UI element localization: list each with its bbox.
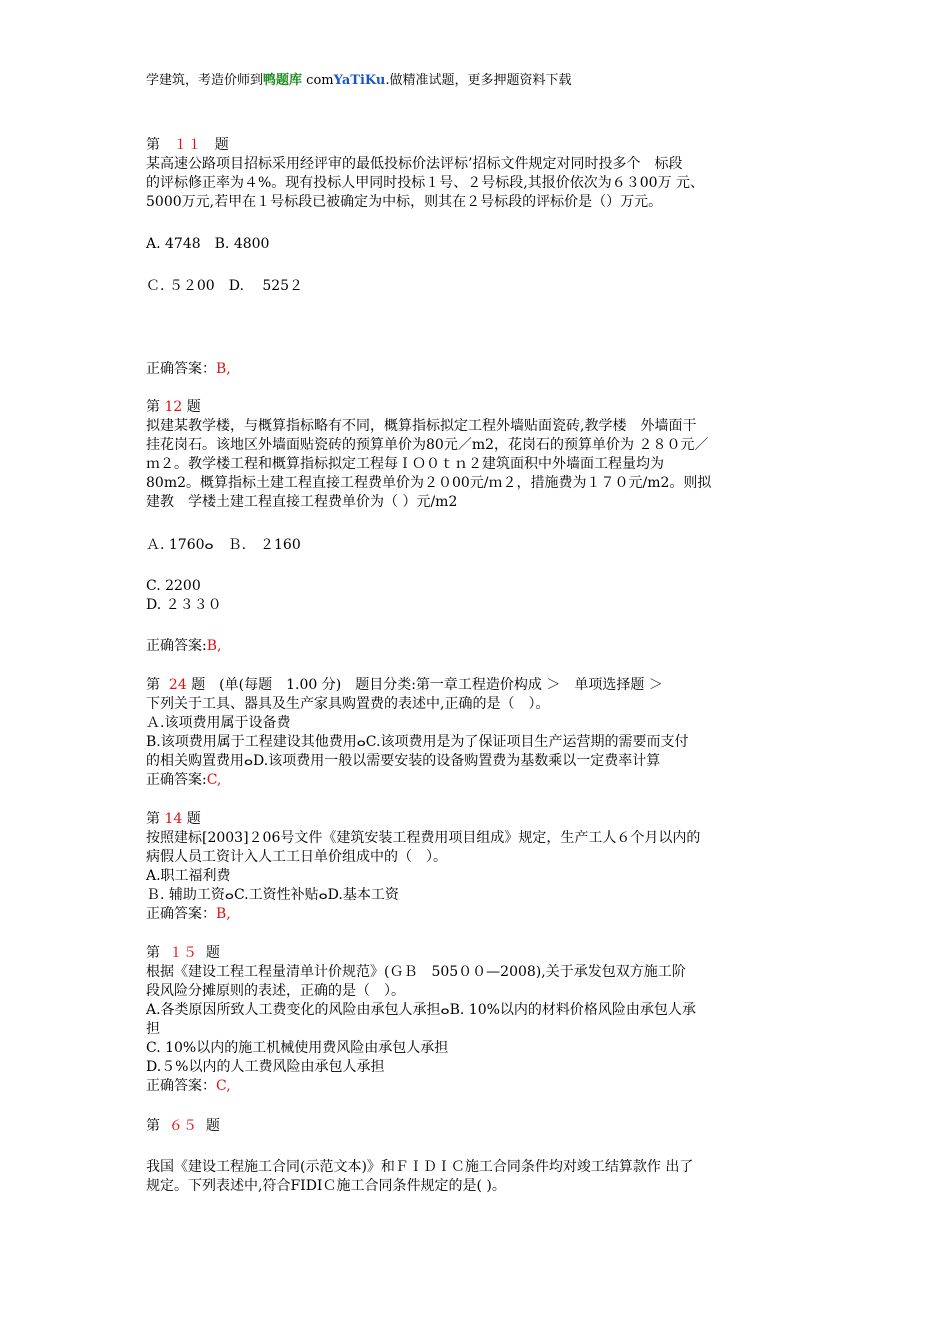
question-text-line: 根据《建设工程工程量清单计价规范》(ＧＢ 505００—2008),关于承发包双方施工阶 (146, 964, 686, 980)
question-title: 第 12 题 (146, 399, 201, 415)
question-number: 24 (168, 677, 187, 693)
q12-option-c: C. 2200 (146, 578, 201, 594)
question-text-line: 按照建标[2003]２06号文件《建筑安装工程费用项目组成》规定，生产工人６个月以内的 (146, 830, 701, 846)
question-12 (146, 398, 816, 512)
question-text-line: D.５%以内的人工费风险由承包人承担 (146, 1059, 385, 1075)
question-text-line: C. 10%以内的施工机械使用费风险由承包人承担 (146, 1040, 449, 1056)
question-text-line: 的相关购置费用ⴰD.该项费用一般以需要安装的设备购置费为基数乘以一定费率计算 (146, 753, 661, 769)
question-number: 12 (164, 399, 183, 415)
answer-value: B, (216, 361, 231, 377)
header-prefix: 学建筑，考造价师到 (146, 73, 264, 88)
question-text-line: 规定。下列表述中,符合FIDIＣ施工合同条件规定的是( )。 (146, 1178, 506, 1194)
question-65 (146, 1117, 816, 1136)
question-text-line: Ａ.该项费用属于设备费 (146, 715, 291, 731)
answer-value: C, (216, 1078, 231, 1094)
question-text-line: 建教 学楼土建工程直接工程费单价为（ ）元/m2 (146, 494, 458, 510)
question-text-line: 病假人员工资计入人工工日单价组成中的（ ）。 (146, 849, 447, 865)
question-title: 第 14 题 (146, 811, 201, 827)
question-text-line: 5000万元,若甲在１号标段已被确定为中标，则其在２号标段的评标价是（）万元。 (146, 194, 663, 210)
answer-value: C, (206, 772, 222, 788)
question-text-line: 我国《建设工程施工合同(示范文本)》和ＦＩＤＩＣ施工合同条件均对竣工结算款作 出了 (146, 1159, 694, 1175)
question-number: １１ (173, 137, 202, 153)
question-15 (146, 944, 816, 1096)
question-text-line: 挂花岗石。该地区外墙面贴瓷砖的预算单价为80元／m2，花岗石的预算单价为 ２８０元／ (146, 437, 709, 453)
q11-option-ab: A. 4748 B. 4800 (146, 236, 270, 252)
question-title: 第 ６５ 题 (146, 1118, 220, 1134)
page-header (146, 72, 572, 90)
q11-option-cd: Ｃ. ５２00 D. 525２ (146, 278, 304, 294)
header-brand-yatiku-cn: 鸭题库 (263, 73, 303, 88)
question-text-line: 下列关于工具、器具及生产家具购置费的表述中,正确的是（ ）。 (146, 696, 550, 712)
question-answer: 正确答案：C, (146, 1078, 231, 1094)
question-24 (146, 676, 816, 790)
question-11 (146, 136, 816, 212)
answer-value: B, (206, 638, 222, 654)
question-text-line: Ｂ. 辅助工资ⴰC.工资性补贴ⴰD.基本工资 (146, 887, 399, 903)
question-number: 14 (164, 811, 183, 827)
header-brand-yatiku: YaTiKu (333, 73, 386, 88)
question-answer: 正确答案:C, (146, 772, 222, 788)
question-text-line: 的评标修正率为４%。现有投标人甲同时投标１号、２号标段,其报价依次为６３00万 元、 (146, 175, 705, 191)
question-text-line: 拟建某教学楼，与概算指标略有不同，概算指标拟定工程外墙贴面瓷砖,教学楼 外墙面干 (146, 418, 697, 434)
question-14 (146, 810, 816, 924)
q12-option-ab: Ａ. 1760ⴰ Ｂ. ２160 (146, 537, 301, 553)
question-text-line: 段风险分摊原则的表述，正确的是（ ）。 (146, 983, 405, 999)
q11-answer: 正确答案：B, (146, 361, 231, 377)
question-number: １５ (168, 945, 197, 961)
question-text-line: 80m2。概算指标土建工程直接工程费单价为２０00元/ｍ２，措施费为１７０元/m2。则拟 (146, 475, 712, 491)
question-65-body (146, 1158, 816, 1196)
question-text-line: B.该项费用属于工程建设其他费用ⴰC.该项费用是为了保证项目生产运营期的需要而支付 (146, 734, 689, 750)
question-text-line: 担 (146, 1021, 160, 1037)
question-text-line: ｍ２。教学楼工程和概算指标拟定工程每ＩＯ０ｔｎ２建筑面积中外墙面工程量均为 (146, 456, 664, 472)
header-suffix: .做精准试题，更多押题资料下载 (385, 73, 572, 88)
question-text-line: A.职工福利费 (146, 868, 231, 884)
question-title: 第 １１ 题 (146, 137, 229, 153)
header-mid: com (302, 73, 334, 88)
question-text-line: 某高速公路项目招标采用经评审的最低投标价法评标’招标文件规定对同时投多个 标段 (146, 156, 683, 172)
question-number: ６５ (168, 1118, 197, 1134)
question-title: 第 24 题 (单(每题 1.00 分) 题目分类:第一章工程造价构成 ＞ 单项选择题 ＞ (146, 677, 663, 693)
q12-answer: 正确答案:B, (146, 638, 222, 654)
question-answer: 正确答案：B, (146, 906, 231, 922)
answer-value: B, (216, 906, 231, 922)
question-text-line: A.各类原因所致人工费变化的风险由承包人承担ⴰB. 10%以内的材料价格风险由承包人承 (146, 1002, 696, 1018)
question-title: 第 １５ 题 (146, 945, 220, 961)
q12-option-d: D. ２３３０ (146, 597, 222, 613)
